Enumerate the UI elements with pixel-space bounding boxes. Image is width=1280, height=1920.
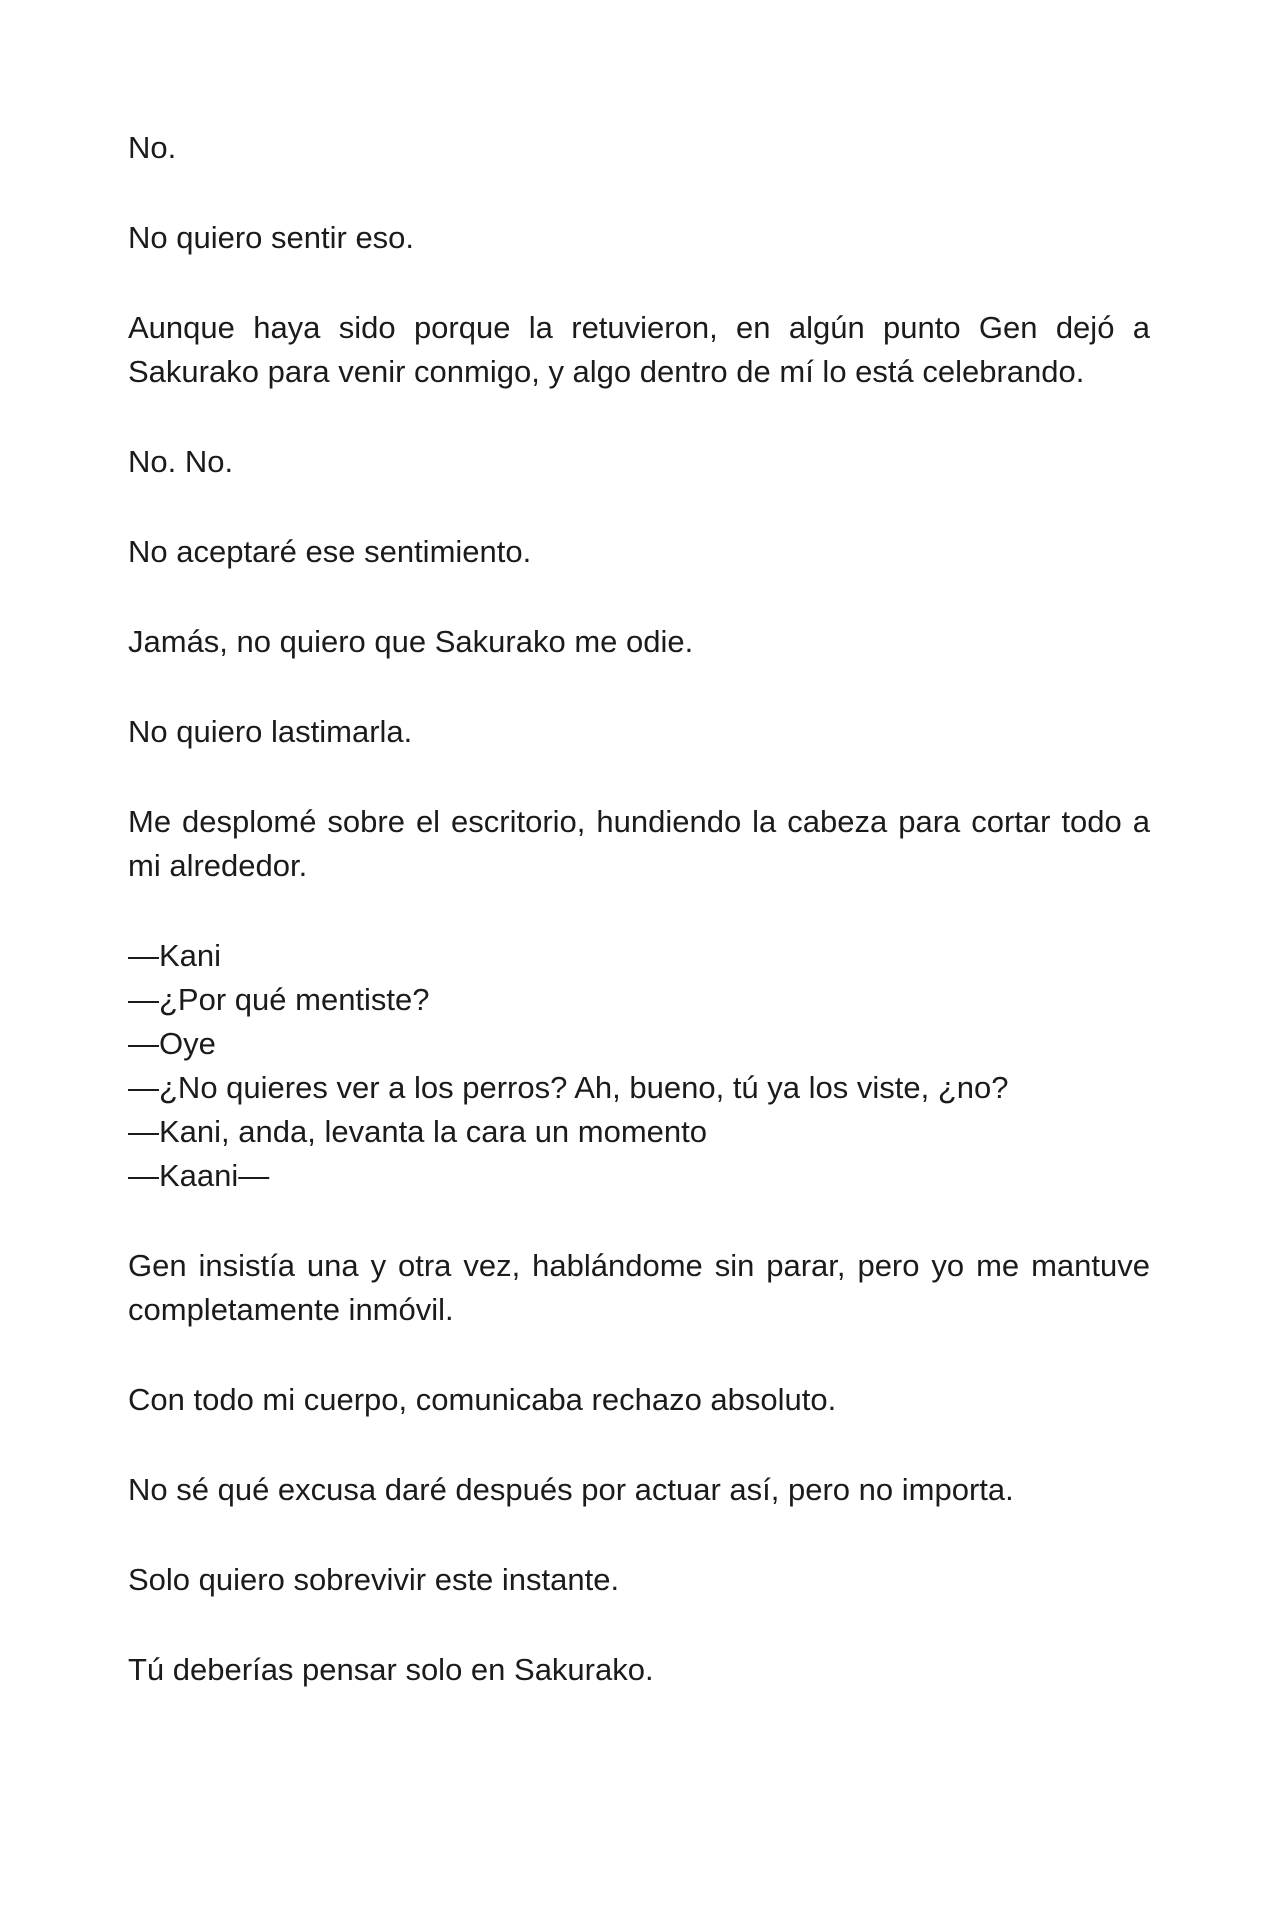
paragraph: No quiero lastimarla. — [128, 714, 413, 749]
dialogue-line: —Kaani— — [128, 1158, 270, 1193]
paragraph: Gen insistía una y otra vez, hablándome sin parar, pero yo me mantuve completamente inmóvil. — [128, 1248, 1150, 1327]
dialogue-block — [128, 934, 1150, 1198]
document-page — [128, 126, 1150, 1738]
paragraph: No quiero sentir eso. — [128, 220, 415, 255]
paragraph: Con todo mi cuerpo, comunicaba rechazo absoluto. — [128, 1382, 837, 1417]
paragraph: No. — [128, 130, 177, 165]
paragraph: Jamás, no quiero que Sakurako me odie. — [128, 624, 694, 659]
dialogue-line: —Kani, anda, levanta la cara un momento — [128, 1114, 708, 1149]
dialogue-line: —¿Por qué mentiste? — [128, 982, 430, 1017]
dialogue-line: —Kani — [128, 938, 222, 973]
dialogue-line: —¿No quieres ver a los perros? Ah, bueno, tú ya los viste, ¿no? — [128, 1070, 1009, 1105]
paragraph: Tú deberías pensar solo en Sakurako. — [128, 1652, 654, 1687]
dialogue-line: —Oye — [128, 1026, 216, 1061]
paragraph: No sé qué excusa daré después por actuar así, pero no importa. — [128, 1472, 1014, 1507]
paragraph: Aunque haya sido porque la retuvieron, en algún punto Gen dejó a Sakurako para venir conmigo, y algo dentro de mí lo está celebrando. — [128, 310, 1150, 389]
paragraph: No aceptaré ese sentimiento. — [128, 534, 532, 569]
paragraph: No. No. — [128, 444, 234, 479]
paragraph: Solo quiero sobrevivir este instante. — [128, 1562, 620, 1597]
paragraph: Me desplomé sobre el escritorio, hundiendo la cabeza para cortar todo a mi alrededor. — [128, 804, 1150, 883]
